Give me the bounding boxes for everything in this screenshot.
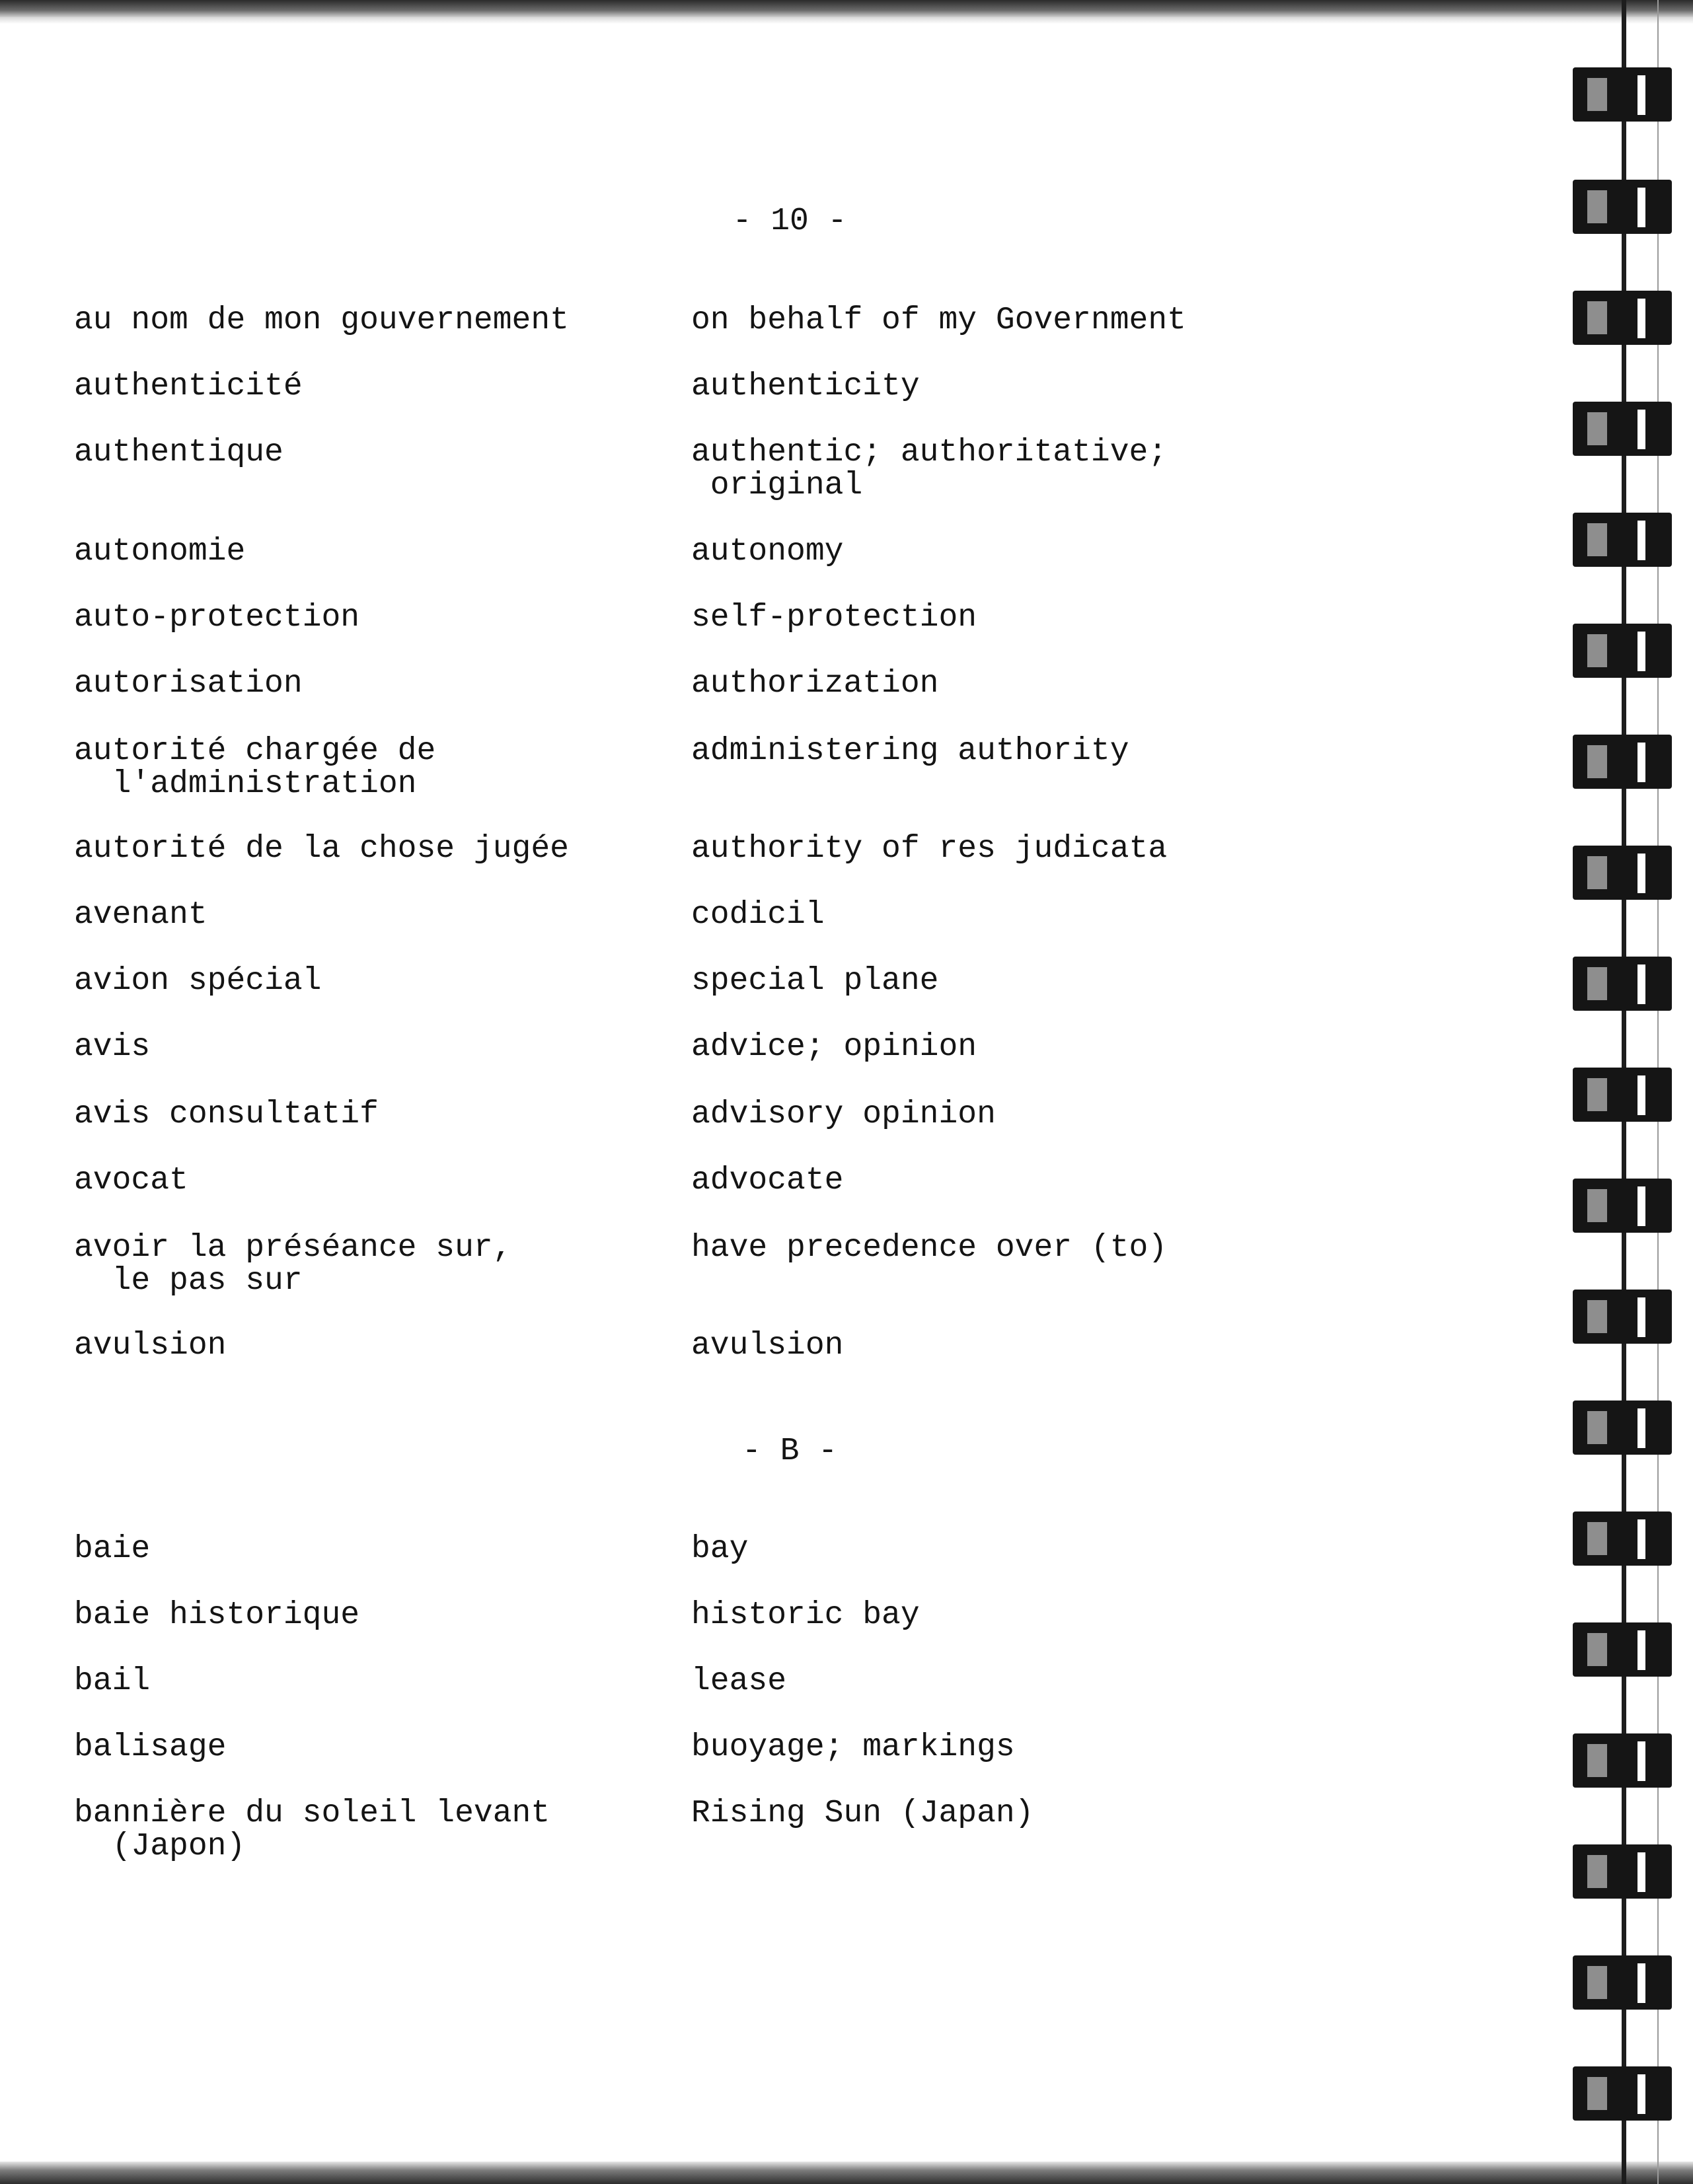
glossary-entry xyxy=(0,304,1520,377)
french-term: bail xyxy=(74,1663,151,1699)
scan-top-edge xyxy=(0,0,1693,17)
binding-ring xyxy=(1573,624,1672,678)
glossary-entry xyxy=(0,1665,1520,1737)
glossary-entry xyxy=(0,601,1520,674)
english-gloss: authentic; authoritative; original xyxy=(691,435,1168,503)
binding-ring xyxy=(1573,1844,1672,1899)
english-gloss: have precedence over (to) xyxy=(691,1230,1168,1266)
binding-ring xyxy=(1573,180,1672,234)
glossary-entry xyxy=(0,535,1520,608)
french-term: avulsion xyxy=(74,1328,227,1364)
french-term: autorité chargée de l'administration xyxy=(74,733,436,802)
binding-ring xyxy=(1573,1068,1672,1122)
english-gloss: authenticity xyxy=(691,369,920,404)
binding-ring xyxy=(1573,957,1672,1011)
french-term: avion spécial xyxy=(74,963,322,999)
binding-ring xyxy=(1573,513,1672,567)
english-gloss: lease xyxy=(691,1663,787,1699)
english-gloss: advice; opinion xyxy=(691,1029,977,1065)
glossary-entry xyxy=(0,1533,1520,1605)
glossary-entry xyxy=(0,1731,1520,1803)
french-term: authentique xyxy=(74,435,283,470)
french-term: avoir la préséance sur, le pas sur xyxy=(74,1230,512,1299)
page-number: - 10 - xyxy=(732,203,847,239)
english-gloss: historic bay xyxy=(691,1597,920,1633)
glossary-entry xyxy=(0,965,1520,1037)
english-gloss: codicil xyxy=(691,897,825,933)
binding-ring xyxy=(1573,1511,1672,1566)
spiral-binding xyxy=(1565,0,1693,2184)
glossary-entry xyxy=(0,898,1520,971)
french-term: baie historique xyxy=(74,1597,360,1633)
section-header-b: - B - xyxy=(741,1434,838,1469)
binding-ring xyxy=(1573,735,1672,789)
english-gloss: special plane xyxy=(691,963,939,999)
english-gloss: authorization xyxy=(691,666,939,702)
glossary-entry xyxy=(0,832,1520,905)
glossary-entry xyxy=(0,370,1520,443)
binding-ring xyxy=(1573,1733,1672,1788)
english-gloss: buoyage; markings xyxy=(691,1729,1015,1765)
english-gloss: self-protection xyxy=(691,600,977,636)
french-term: balisage xyxy=(74,1729,227,1765)
french-term: avenant xyxy=(74,897,207,933)
binding-ring xyxy=(1573,402,1672,456)
glossary-entry xyxy=(0,1599,1520,1671)
glossary-entry xyxy=(0,436,1520,509)
french-term: autorité de la chose jugée xyxy=(74,831,569,867)
binding-ring xyxy=(1573,1622,1672,1677)
english-gloss: advisory opinion xyxy=(691,1097,996,1132)
english-gloss: Rising Sun (Japan) xyxy=(691,1796,1034,1831)
french-term: avis xyxy=(74,1029,151,1065)
glossary-entry xyxy=(0,1031,1520,1103)
binding-ring xyxy=(1573,1955,1672,2010)
french-term: au nom de mon gouvernement xyxy=(74,303,569,338)
french-term: authenticité xyxy=(74,369,303,404)
english-gloss: administering authority xyxy=(691,733,1129,769)
french-term: avocat xyxy=(74,1163,188,1198)
glossary-entry xyxy=(0,735,1520,807)
binding-ring xyxy=(1573,291,1672,345)
french-term: baie xyxy=(74,1531,151,1567)
glossary-entry xyxy=(0,1329,1520,1402)
glossary-entry xyxy=(0,1164,1520,1237)
binding-ring xyxy=(1573,846,1672,900)
french-term: avis consultatif xyxy=(74,1097,379,1132)
french-term: autonomie xyxy=(74,534,246,569)
french-term: bannière du soleil levant (Japon) xyxy=(74,1796,550,1864)
english-gloss: bay xyxy=(691,1531,749,1567)
english-gloss: avulsion xyxy=(691,1328,844,1364)
french-term: auto-protection xyxy=(74,600,360,636)
glossary-entry xyxy=(0,1098,1520,1171)
english-gloss: on behalf of my Government xyxy=(691,303,1186,338)
english-gloss: advocate xyxy=(691,1163,844,1198)
binding-ring xyxy=(1573,2066,1672,2121)
english-gloss: autonomy xyxy=(691,534,844,569)
scan-bottom-edge xyxy=(0,2162,1693,2184)
glossary-entry xyxy=(0,1797,1520,1870)
binding-ring xyxy=(1573,1179,1672,1233)
glossary-entry xyxy=(0,1231,1520,1304)
glossary-entry xyxy=(0,667,1520,740)
binding-ring xyxy=(1573,1290,1672,1344)
binding-ring xyxy=(1573,1401,1672,1455)
english-gloss: authority of res judicata xyxy=(691,831,1168,867)
binding-ring xyxy=(1573,67,1672,122)
french-term: autorisation xyxy=(74,666,303,702)
